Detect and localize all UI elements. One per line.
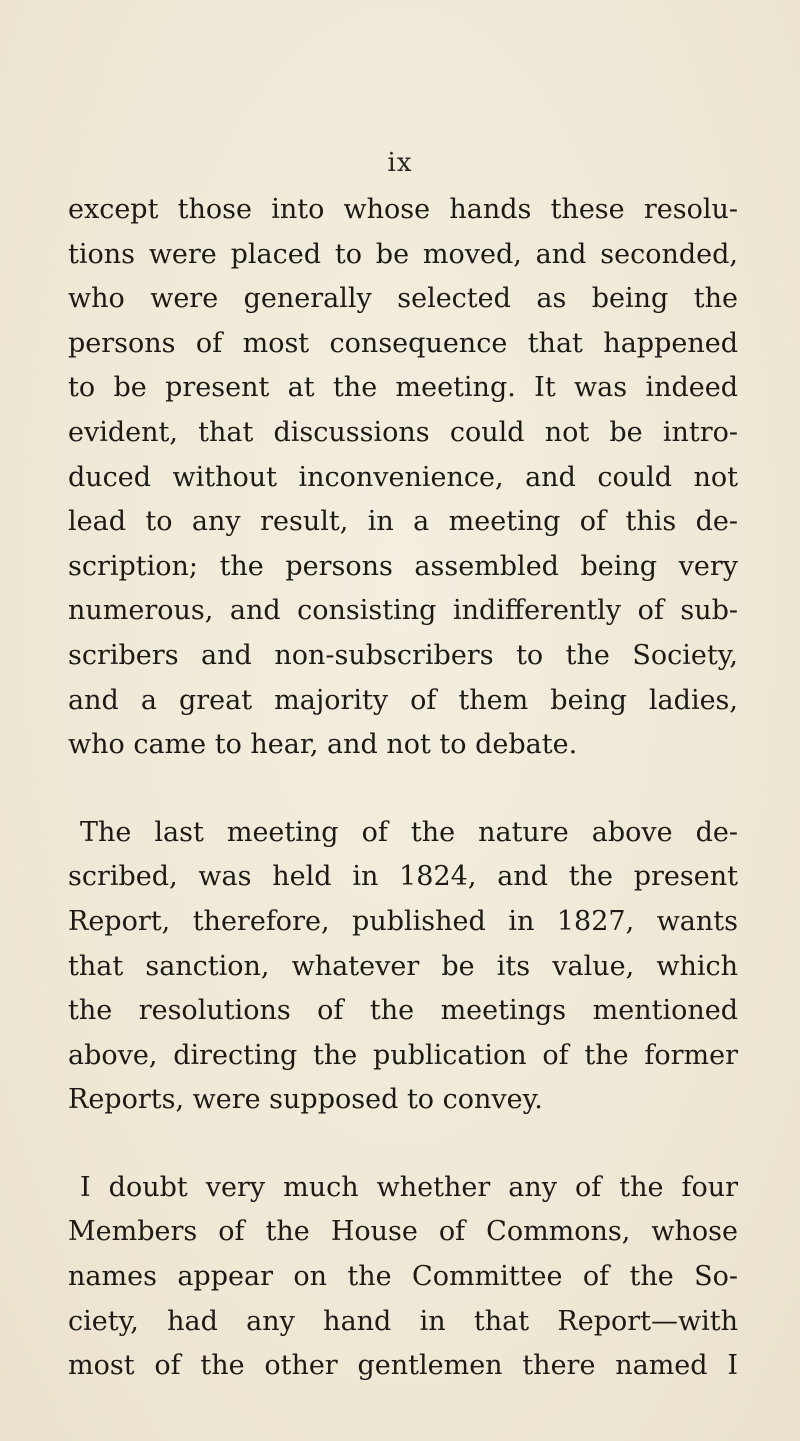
text-line: Reports, were supposed to convey. bbox=[68, 1084, 543, 1116]
paragraph-2 bbox=[68, 811, 738, 1123]
text-line: I doubt very much whether any of the four bbox=[80, 1171, 738, 1203]
text-line: and a great majority of them being ladies, bbox=[68, 684, 738, 716]
text-line: tions were placed to be moved, and seconded, bbox=[68, 238, 738, 270]
paragraph-1 bbox=[68, 188, 738, 768]
text-line: that sanction, whatever be its value, which bbox=[68, 950, 738, 982]
text-line: lead to any result, in a meeting of this de- bbox=[68, 506, 738, 538]
text-line: The last meeting of the nature above de- bbox=[80, 816, 738, 848]
text-line: scribed, was held in 1824, and the present bbox=[68, 861, 738, 893]
text-line: to be present at the meeting. It was indeed bbox=[68, 372, 738, 404]
text-line: who came to hear, and not to debate. bbox=[68, 729, 578, 761]
text-line: Members of the House of Commons, whose bbox=[68, 1216, 738, 1248]
text-line: who were generally selected as being the bbox=[68, 283, 738, 315]
paragraph-3 bbox=[68, 1166, 738, 1389]
text-line: ciety, had any hand in that Report—with bbox=[68, 1305, 738, 1337]
text-line: duced without inconvenience, and could not bbox=[68, 461, 738, 493]
text-line: scription; the persons assembled being very bbox=[68, 550, 738, 582]
text-line: above, directing the publication of the former bbox=[68, 1039, 738, 1071]
page-number: ix bbox=[387, 148, 413, 178]
text-line: Report, therefore, published in 1827, wants bbox=[68, 905, 738, 937]
text-line: the resolutions of the meetings mentioned bbox=[68, 995, 738, 1027]
text-line: scribers and non-subscribers to the Society, bbox=[68, 639, 738, 671]
page-body-text bbox=[68, 188, 738, 1389]
text-line: except those into whose hands these resolu- bbox=[68, 194, 738, 225]
text-line: persons of most consequence that happened bbox=[68, 327, 738, 359]
text-line: evident, that discussions could not be intro- bbox=[68, 416, 738, 448]
text-line: names appear on the Committee of the So- bbox=[68, 1261, 738, 1293]
text-line: numerous, and consisting indifferently of sub- bbox=[68, 595, 738, 627]
text-line: most of the other gentlemen there named I bbox=[68, 1350, 738, 1382]
